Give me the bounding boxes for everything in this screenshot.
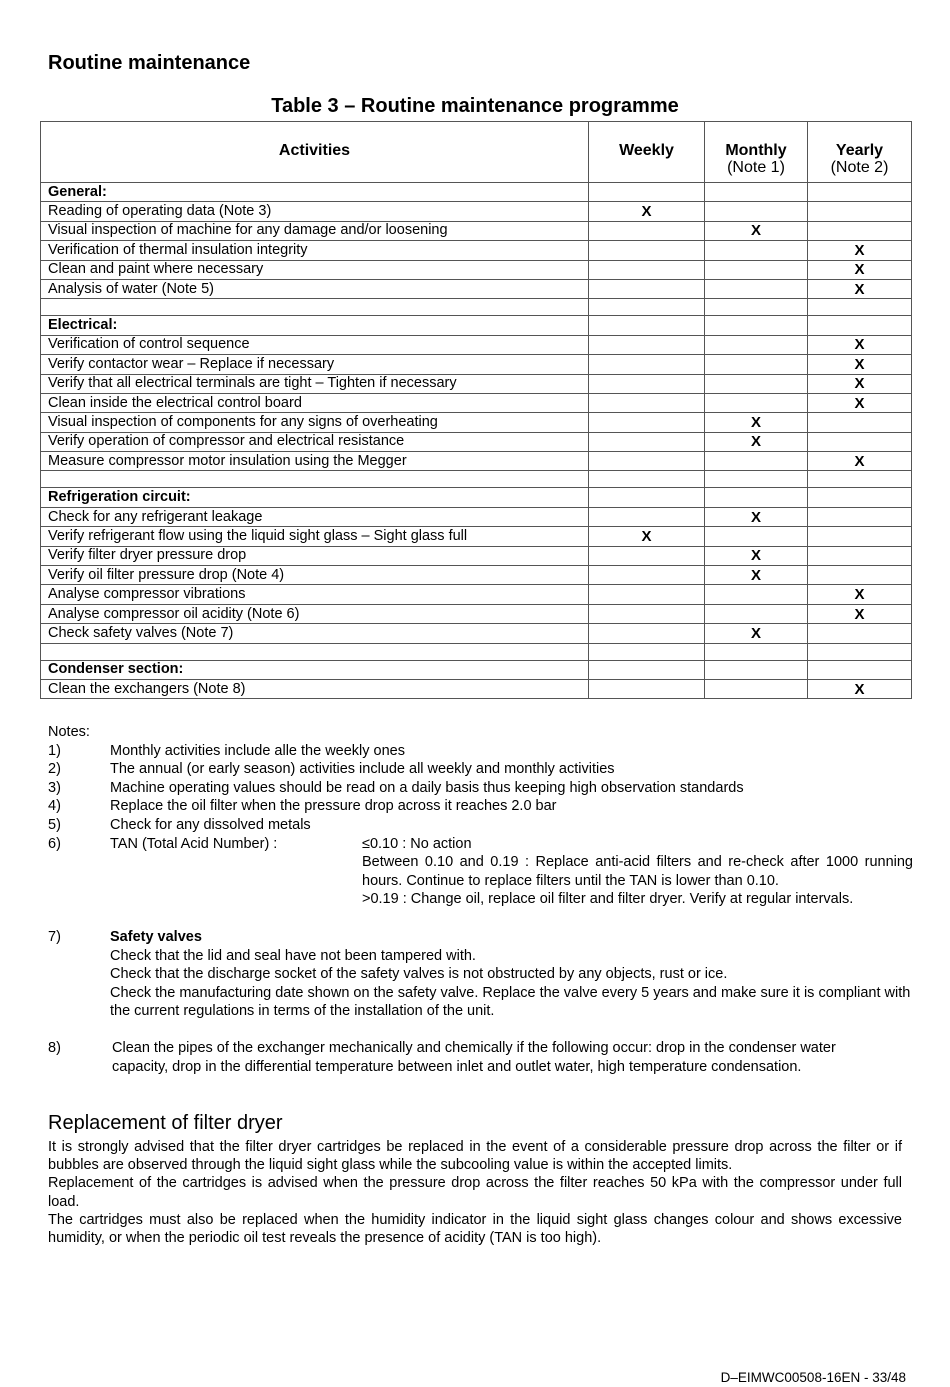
table-row [41, 413, 912, 432]
yearly-mark-cell: X [808, 279, 912, 298]
note-number: 1) [48, 742, 61, 759]
note-text: The annual (or early season) activities include all weekly and monthly activities [110, 761, 615, 778]
yearly-mark-cell: X [808, 260, 912, 279]
safety-line-1: Check that the lid and seal have not been tampered with. [110, 947, 476, 964]
yearly-mark-cell: X [808, 679, 912, 698]
monthly-mark-cell: X [705, 546, 808, 565]
filter-paragraph-1: It is strongly advised that the filter dryer cartridges be replaced in the event of a considerable pressure drop across the filter or if bubbles are observed through the liquid sight glass while the subcooling value is within the accepted limits. [48, 1139, 902, 1174]
tan-line-2: Between 0.10 and 0.19 : Replace anti-acid filters and re-check after 1000 running hours. Continue to replace filters until the TAN is lower than 0.10. [362, 854, 913, 889]
empty-cell [589, 488, 705, 507]
monthly-mark-cell: X [705, 624, 808, 643]
yearly-mark-cell [808, 566, 912, 585]
weekly-mark-cell [589, 679, 705, 698]
weekly-mark-cell [589, 335, 705, 354]
weekly-mark-cell [589, 413, 705, 432]
weekly-mark-cell [589, 585, 705, 604]
table-row [41, 432, 912, 451]
note-number: 7) [48, 928, 61, 945]
tan-values [362, 835, 913, 909]
monthly-mark-cell [705, 374, 808, 393]
table-body [41, 183, 912, 699]
header-monthly [705, 122, 808, 183]
weekly-mark-cell [589, 624, 705, 643]
activity-cell: Verify that all electrical terminals are tight – Tighten if necessary [41, 374, 589, 393]
notes-label: Notes: [48, 724, 90, 740]
table-title: Table 3 – Routine maintenance programme [271, 95, 679, 117]
yearly-mark-cell: X [808, 355, 912, 374]
monthly-mark-cell [705, 585, 808, 604]
safety-line-2: Check that the discharge socket of the safety valves is not obstructed by any objects, rust or ice. [110, 966, 728, 983]
weekly-mark-cell [589, 604, 705, 623]
empty-cell [808, 299, 912, 316]
monthly-mark-cell [705, 355, 808, 374]
header-monthly-label: Monthly [725, 142, 787, 159]
page-footer: D–EIMWC00508-16EN - 33/48 [720, 1370, 906, 1385]
table-row [41, 221, 912, 240]
table-row [41, 335, 912, 354]
note-number: 3) [48, 779, 61, 796]
yearly-mark-cell: X [808, 374, 912, 393]
activity-cell: Verify refrigerant flow using the liquid sight glass – Sight glass full [41, 527, 589, 546]
note-item [48, 797, 913, 816]
empty-cell [808, 643, 912, 660]
yearly-mark-cell [808, 527, 912, 546]
header-yearly-label: Yearly [835, 142, 884, 159]
activity-cell: Analysis of water (Note 5) [41, 279, 589, 298]
table-row [41, 546, 912, 565]
table-section-row [41, 183, 912, 202]
filter-paragraph-3: The cartridges must also be replaced when the humidity indicator in the liquid sight glass changes colour and shows excessive humidity, or when the periodic oil test reveals the presence of acidity (TAN is too high). [48, 1211, 902, 1247]
yearly-mark-cell [808, 432, 912, 451]
monthly-mark-cell [705, 452, 808, 471]
table-row [41, 527, 912, 546]
table-section-row [41, 660, 912, 679]
weekly-mark-cell [589, 221, 705, 240]
table-row [41, 585, 912, 604]
monthly-mark-cell [705, 260, 808, 279]
note-number: 4) [48, 798, 61, 815]
maintenance-table [40, 121, 912, 699]
yearly-mark-cell [808, 221, 912, 240]
table-row [41, 241, 912, 260]
note-7-body [110, 928, 913, 1021]
empty-cell [41, 643, 589, 660]
header-activities: Activities [41, 122, 589, 183]
empty-cell [589, 316, 705, 335]
table-row [41, 355, 912, 374]
monthly-mark-cell [705, 202, 808, 221]
monthly-mark-cell: X [705, 221, 808, 240]
empty-cell [705, 488, 808, 507]
empty-cell [705, 643, 808, 660]
monthly-mark-cell: X [705, 413, 808, 432]
weekly-mark-cell [589, 452, 705, 471]
yearly-mark-cell: X [808, 452, 912, 471]
activity-cell: Visual inspection of machine for any damage and/or loosening [41, 221, 589, 240]
weekly-mark-cell [589, 241, 705, 260]
weekly-mark-cell [589, 374, 705, 393]
table-spacer-row [41, 643, 912, 660]
activity-cell: Measure compressor motor insulation using the Megger [41, 452, 589, 471]
table-row [41, 679, 912, 698]
empty-cell [808, 488, 912, 507]
empty-cell [808, 316, 912, 335]
note-text: Replace the oil filter when the pressure drop across it reaches 2.0 bar [110, 798, 557, 815]
note-item [48, 779, 913, 798]
monthly-mark-cell [705, 679, 808, 698]
table-row [41, 624, 912, 643]
weekly-mark-cell [589, 566, 705, 585]
empty-cell [705, 316, 808, 335]
monthly-mark-cell [705, 527, 808, 546]
note-6 [48, 835, 913, 909]
weekly-mark-cell [589, 355, 705, 374]
monthly-mark-cell: X [705, 507, 808, 526]
table-row [41, 202, 912, 221]
activity-cell: Verification of control sequence [41, 335, 589, 354]
note-text: Monthly activities include alle the weekly ones [110, 742, 405, 759]
activity-cell: Check for any refrigerant leakage [41, 507, 589, 526]
monthly-mark-cell [705, 335, 808, 354]
section-title: Refrigeration circuit: [41, 488, 589, 507]
activity-cell: Verify filter dryer pressure drop [41, 546, 589, 565]
note-number: 8) [48, 1039, 61, 1056]
note-number: 6) [48, 835, 61, 852]
section-heading: Routine maintenance [48, 52, 251, 74]
empty-cell [589, 643, 705, 660]
activity-cell: Verify operation of compressor and electrical resistance [41, 432, 589, 451]
yearly-mark-cell: X [808, 393, 912, 412]
activity-cell: Clean inside the electrical control board [41, 393, 589, 412]
tan-line-1: ≤0.10 : No action [362, 835, 472, 852]
monthly-mark-cell [705, 393, 808, 412]
weekly-mark-cell [589, 432, 705, 451]
tan-label: TAN (Total Acid Number) : [110, 835, 278, 852]
safety-line-3: Check the manufacturing date shown on the safety valve. Replace the valve every 5 years and make sure it is compliant with the current regulations in terms of the installation of the unit. [110, 984, 911, 1020]
table-row [41, 260, 912, 279]
note-item [48, 742, 913, 761]
note-number: 5) [48, 816, 61, 833]
activity-cell: Check safety valves (Note 7) [41, 624, 589, 643]
activity-cell: Reading of operating data (Note 3) [41, 202, 589, 221]
note-text: Check for any dissolved metals [110, 816, 311, 833]
activity-cell: Verify oil filter pressure drop (Note 4) [41, 566, 589, 585]
header-yearly [808, 122, 912, 183]
empty-cell [705, 471, 808, 488]
activity-cell: Analyse compressor oil acidity (Note 6) [41, 604, 589, 623]
activity-cell: Analyse compressor vibrations [41, 585, 589, 604]
table-header-row [41, 122, 912, 183]
monthly-mark-cell [705, 279, 808, 298]
section-title: General: [41, 183, 589, 202]
table-row [41, 393, 912, 412]
safety-valves-title: Safety valves [110, 928, 202, 945]
weekly-mark-cell: X [589, 527, 705, 546]
section-title: Condenser section: [41, 660, 589, 679]
yearly-mark-cell: X [808, 241, 912, 260]
note-text: Machine operating values should be read on a daily basis thus keeping high observation standards [110, 779, 744, 796]
activity-cell: Clean and paint where necessary [41, 260, 589, 279]
note-number: 2) [48, 761, 61, 778]
weekly-mark-cell [589, 393, 705, 412]
yearly-mark-cell [808, 624, 912, 643]
section-title: Electrical: [41, 316, 589, 335]
empty-cell [808, 471, 912, 488]
table-row [41, 566, 912, 585]
yearly-mark-cell: X [808, 585, 912, 604]
empty-cell [589, 471, 705, 488]
activity-cell: Clean the exchangers (Note 8) [41, 679, 589, 698]
monthly-mark-cell [705, 241, 808, 260]
table-section-row [41, 488, 912, 507]
monthly-mark-cell: X [705, 432, 808, 451]
weekly-mark-cell [589, 279, 705, 298]
empty-cell [705, 183, 808, 202]
empty-cell [705, 660, 808, 679]
filter-paragraphs [48, 1138, 902, 1247]
filter-paragraph-2: Replacement of the cartridges is advised when the pressure drop across the filter reaches 50 kPa with the compressor under full load. [48, 1175, 902, 1210]
yearly-mark-cell [808, 202, 912, 221]
empty-cell [41, 299, 589, 316]
table-row [41, 279, 912, 298]
filter-heading: Replacement of filter dryer [48, 1112, 283, 1134]
empty-cell [589, 299, 705, 316]
yearly-mark-cell [808, 413, 912, 432]
yearly-mark-cell: X [808, 335, 912, 354]
activity-cell: Visual inspection of components for any signs of overheating [41, 413, 589, 432]
empty-cell [589, 660, 705, 679]
table-spacer-row [41, 471, 912, 488]
header-weekly: Weekly [589, 122, 705, 183]
empty-cell [705, 299, 808, 316]
monthly-mark-cell [705, 604, 808, 623]
header-yearly-note: (Note 2) [830, 159, 889, 176]
weekly-mark-cell: X [589, 202, 705, 221]
activity-cell: Verification of thermal insulation integrity [41, 241, 589, 260]
table-section-row [41, 316, 912, 335]
table-row [41, 452, 912, 471]
empty-cell [41, 471, 589, 488]
notes-block [48, 723, 913, 1076]
note-item [48, 760, 913, 779]
empty-cell [808, 660, 912, 679]
weekly-mark-cell [589, 546, 705, 565]
notes-list [48, 742, 913, 835]
note-item [48, 816, 913, 835]
note-7 [48, 928, 913, 1021]
weekly-mark-cell [589, 260, 705, 279]
weekly-mark-cell [589, 507, 705, 526]
empty-cell [589, 183, 705, 202]
monthly-mark-cell: X [705, 566, 808, 585]
yearly-mark-cell [808, 507, 912, 526]
note-8 [48, 1039, 913, 1076]
note-8-text: Clean the pipes of the exchanger mechanically and chemically if the following occur: drop in the condenser water capacity, drop in the differential temperature between inlet and outlet water, high temperature condensation. [112, 1039, 836, 1075]
note-6-body [110, 835, 913, 909]
table-row [41, 604, 912, 623]
header-monthly-note: (Note 1) [727, 159, 785, 176]
table-spacer-row [41, 299, 912, 316]
activity-cell: Verify contactor wear – Replace if necessary [41, 355, 589, 374]
table-row [41, 374, 912, 393]
yearly-mark-cell [808, 546, 912, 565]
yearly-mark-cell: X [808, 604, 912, 623]
empty-cell [808, 183, 912, 202]
table-row [41, 507, 912, 526]
tan-line-3: >0.19 : Change oil, replace oil filter and filter dryer. Verify at regular intervals. [362, 891, 854, 908]
